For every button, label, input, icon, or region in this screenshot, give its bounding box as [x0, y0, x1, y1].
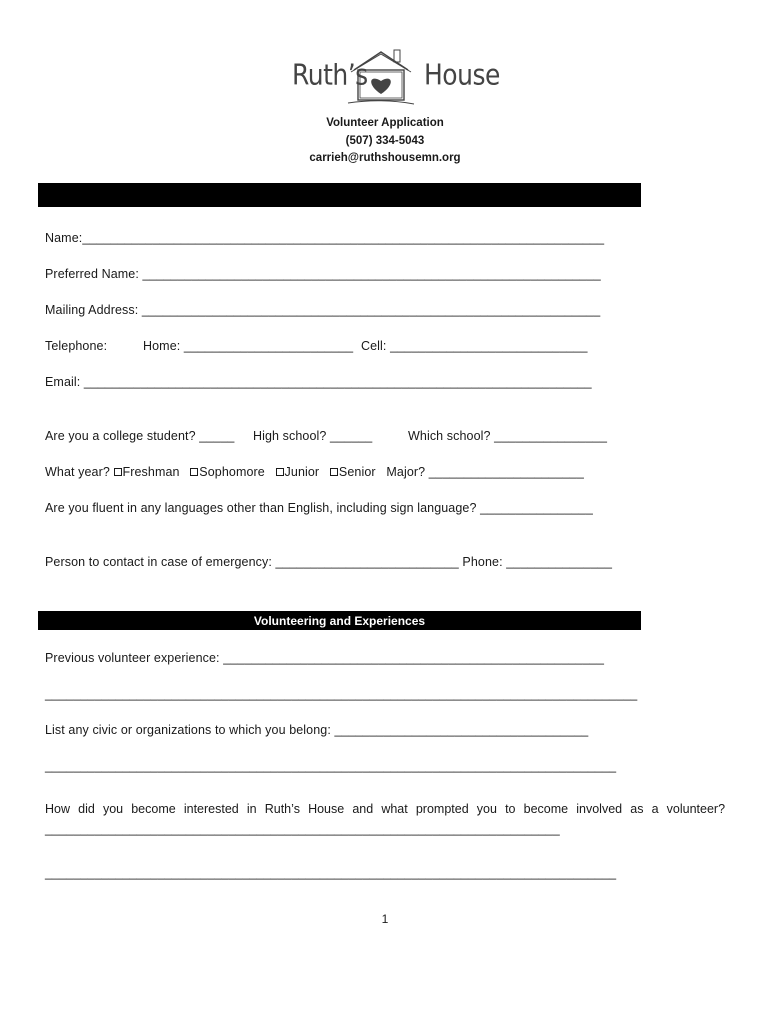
- email-field[interactable]: Email: ________________________________________________________________________: [45, 375, 592, 389]
- previous-experience-field[interactable]: Previous volunteer experience: ______________________________________________________: [45, 651, 604, 665]
- freshman-label: Freshman: [122, 465, 180, 479]
- previous-experience-line2[interactable]: ____________________________________________________________________________________: [45, 687, 638, 701]
- freshman-checkbox[interactable]: [114, 468, 122, 476]
- high-school-field[interactable]: High school? ______: [253, 429, 373, 443]
- interest-answer-line2[interactable]: _________________________________________________________________________________: [45, 866, 617, 880]
- emergency-contact-field[interactable]: Person to contact in case of emergency: __________________________ Phone: _______________: [45, 555, 612, 569]
- senior-label: Senior: [338, 465, 376, 479]
- logo-left-text: Ruth’s: [292, 57, 368, 92]
- college-student-field[interactable]: Are you a college student? _____: [45, 429, 235, 443]
- organization-email: carrieh@ruthshousemn.org: [309, 152, 461, 164]
- sophomore-label: Sophomore: [199, 465, 265, 479]
- languages-field[interactable]: Are you fluent in any languages other than English, including sign language? ________________: [45, 501, 593, 515]
- name-field[interactable]: Name:__________________________________________________________________________: [45, 231, 605, 245]
- house-heart-icon: [346, 48, 416, 108]
- interest-question: How did you become interested in Ruth’s House and what prompted you to become involved as a volunteer?: [45, 802, 726, 816]
- section-bar-volunteering: [38, 611, 641, 630]
- what-year-label: What year?: [45, 465, 110, 479]
- section-bar-volunteering-title: Volunteering and Experiences: [253, 614, 426, 628]
- sophomore-checkbox[interactable]: [190, 468, 198, 476]
- senior-checkbox[interactable]: [330, 468, 338, 476]
- junior-label: Junior: [284, 465, 320, 479]
- ruths-house-logo: [290, 48, 500, 108]
- what-year-row: [45, 465, 584, 479]
- section-bar-personal: [38, 183, 641, 207]
- mailing-address-field[interactable]: Mailing Address: _________________________________________________________________: [45, 303, 601, 317]
- application-title: Volunteer Application: [326, 117, 444, 129]
- civic-organizations-field[interactable]: List any civic or organizations to which you belong: ____________________________________: [45, 723, 589, 737]
- page-number: 1: [381, 912, 389, 926]
- preferred-name-field[interactable]: Preferred Name: _________________________________________________________________: [45, 267, 601, 281]
- junior-checkbox[interactable]: [276, 468, 284, 476]
- organization-phone: (507) 334-5043: [345, 134, 425, 147]
- home-phone-field[interactable]: Home: ________________________: [143, 339, 354, 353]
- major-field[interactable]: Major? ______________________: [386, 465, 584, 479]
- cell-phone-field[interactable]: Cell: ____________________________: [361, 339, 588, 353]
- which-school-field[interactable]: Which school? ________________: [408, 429, 607, 443]
- application-header: [0, 115, 770, 168]
- logo-right-text: House: [424, 57, 500, 92]
- telephone-label: Telephone:: [45, 339, 108, 353]
- civic-organizations-line2[interactable]: _________________________________________________________________________________: [45, 759, 617, 773]
- interest-answer-line1[interactable]: _________________________________________________________________________: [45, 822, 560, 836]
